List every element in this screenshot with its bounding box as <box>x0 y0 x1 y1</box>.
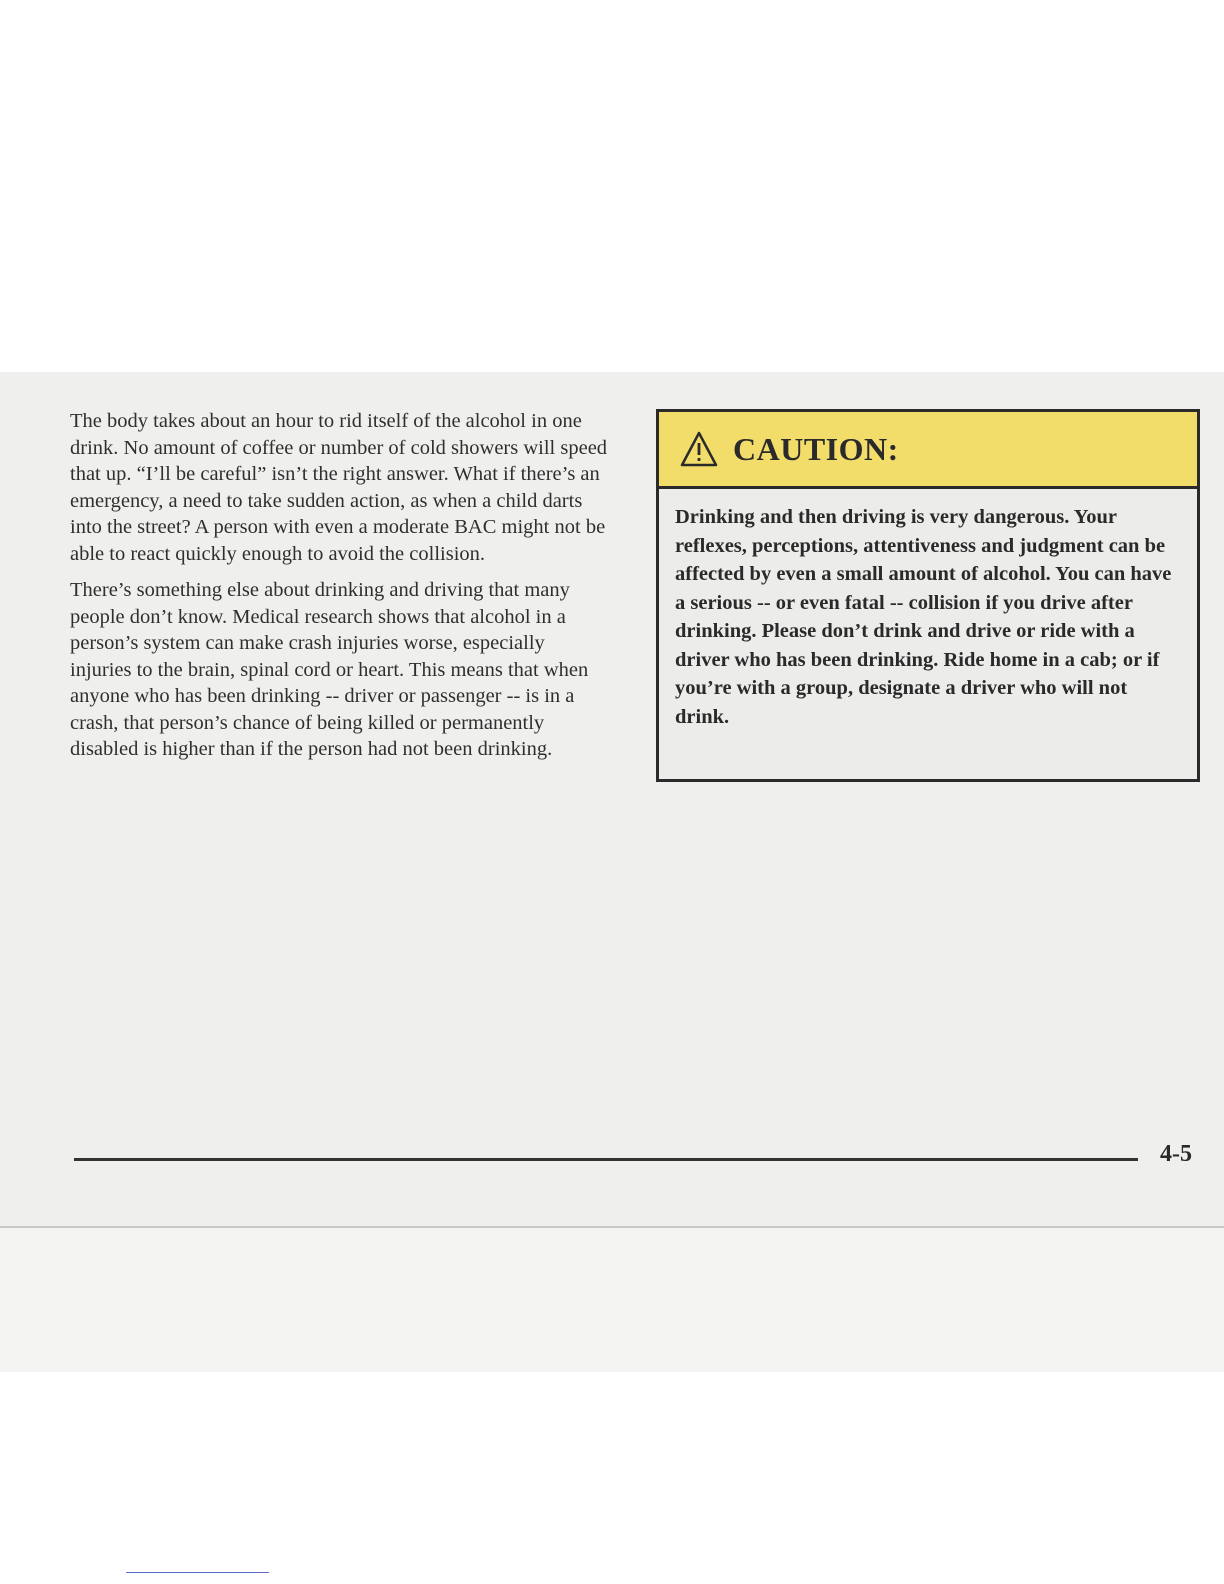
caution-title: CAUTION: <box>733 430 899 467</box>
page-lower-band <box>0 1228 1224 1372</box>
body-paragraph-2: There’s something else about drinking and driving that many people don’t know. Medical research shows that alcohol in a person’s system can make crash injuries worse, especially injuries to the brain, spinal cord or heart. This means that when anyone who has been drinking -- driver or passenger -- is in a crash, that person’s chance of being killed or permanently disabled is higher than if the person had not been drinking. <box>70 579 589 760</box>
body-text-column <box>70 408 610 773</box>
warning-triangle-icon <box>679 430 719 468</box>
page-edge-divider <box>0 1226 1224 1228</box>
caution-header <box>659 412 1197 489</box>
caution-box <box>656 409 1200 782</box>
bottom-underline-mark <box>126 1572 269 1573</box>
body-paragraph-1: The body takes about an hour to rid itself of the alcohol in one drink. No amount of coffee or number of cold showers will speed that up. “I’ll be careful” isn’t the right answer. What if there’s an emergency, a need to take sudden action, as when a child darts into the street? A person with even a moderate BAC might not be able to react quickly enough to avoid the collision. <box>70 410 608 565</box>
footer-rule <box>74 1158 1138 1161</box>
page-number: 4-5 <box>1160 1141 1192 1167</box>
caution-body-text: Drinking and then driving is very dangerous. Your reflexes, perceptions, attentiveness and judgment can be affected by even a small amount of alcohol. You can have a serious -- or even fatal -- collision if you drive after drinking. Please don’t drink and drive or ride with a driver who has been drinking. Ride home in a cab; or if you’re with a group, designate a driver who will not drink. <box>675 506 1172 728</box>
